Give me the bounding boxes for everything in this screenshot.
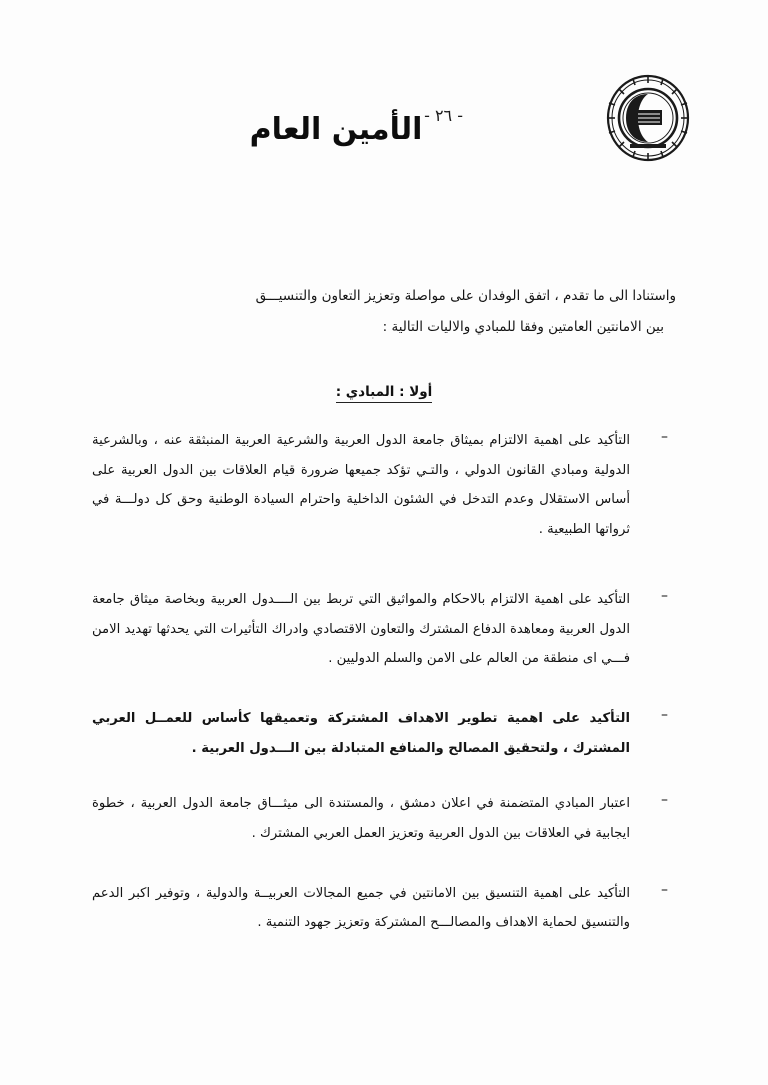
intro-paragraph-line-2: بين الامانتين العامتين وفقا للمبادي والاليات التالية : bbox=[382, 319, 664, 336]
page-title-text: الأمين العام bbox=[249, 112, 423, 147]
list-item bbox=[92, 704, 676, 763]
list-item-text: التأكيد على اهمية التنسيق بين الامانتين في جميع المجالات العربيــة والدولية ، وتوفير اكبر الدعم والتنسيق لحماية الاهداف والمصالـــح المشتركة وتعزيز جهود التنمية . bbox=[92, 885, 630, 931]
list-item-text: اعتبار المبادي المتضمنة في اعلان دمشق ، والمستندة الى ميثـــاق جامعة الدول العربية ، خطوة ايجابية في العلاقات بين الدول العربية وتعزيز العمل العربي المشترك . bbox=[92, 796, 630, 842]
list-bullet-dash-icon: – bbox=[661, 587, 668, 604]
intro-paragraph-line-1: واستنادا الى ما تقدم ، اتفق الوفدان على مواصلة وتعزيز التعاون والتنسيـــق bbox=[255, 288, 676, 304]
list-item-text: التأكيد على اهمية الالتزام بالاحكام والمواثيق التي تربط بين الــــدول العربية وبخاصة ميثاق جامعة الدول العربية ومعاهدة الدفاع المشترك والتعاون الاقتصادي وادراك التأثيرات التي يحدثها تهديد الامن فـــي اى منطقة من العالم على الامن والسلم الدوليين . bbox=[92, 591, 630, 667]
list-item-text: التأكيد على اهمية الالتزام بميثاق جامعة الدول العربية والشرعية العربية المنبثقة عنه ، وبالشرعية الدولية ومبادي القانون الدولي ، والتـي تؤكد جميعها ضرورة قيام العلاقات بين الدول العربية على أساس الاستقلال وعدم التدخل في الشئون الداخلية واحترام السيادة الوطنية وحق كل دولـــة في ثرواتها الطبيعية . bbox=[92, 433, 630, 538]
list-item bbox=[92, 585, 676, 674]
list-bullet-dash-icon: – bbox=[661, 706, 668, 723]
list-item bbox=[92, 789, 676, 848]
section-heading-text: أولا : المبادي : bbox=[336, 384, 433, 403]
page-number: - ٢٦ - bbox=[424, 106, 463, 125]
list-item bbox=[92, 426, 676, 545]
page-title bbox=[0, 112, 768, 147]
list-bullet-dash-icon: – bbox=[661, 881, 668, 898]
list-item bbox=[92, 879, 676, 938]
list-bullet-dash-icon: – bbox=[661, 792, 668, 809]
list-bullet-dash-icon: – bbox=[661, 429, 668, 446]
list-item-text: التأكيد على اهمية تطوير الاهداف المشتركة وتعميقها كأساس للعمــل العربي المشترك ، ولتحقيق المصالح والمنافع المتبادلة بين الـــدول العربية . bbox=[92, 710, 630, 756]
section-heading bbox=[92, 384, 676, 400]
document-body bbox=[92, 282, 676, 968]
principles-list bbox=[92, 426, 676, 938]
